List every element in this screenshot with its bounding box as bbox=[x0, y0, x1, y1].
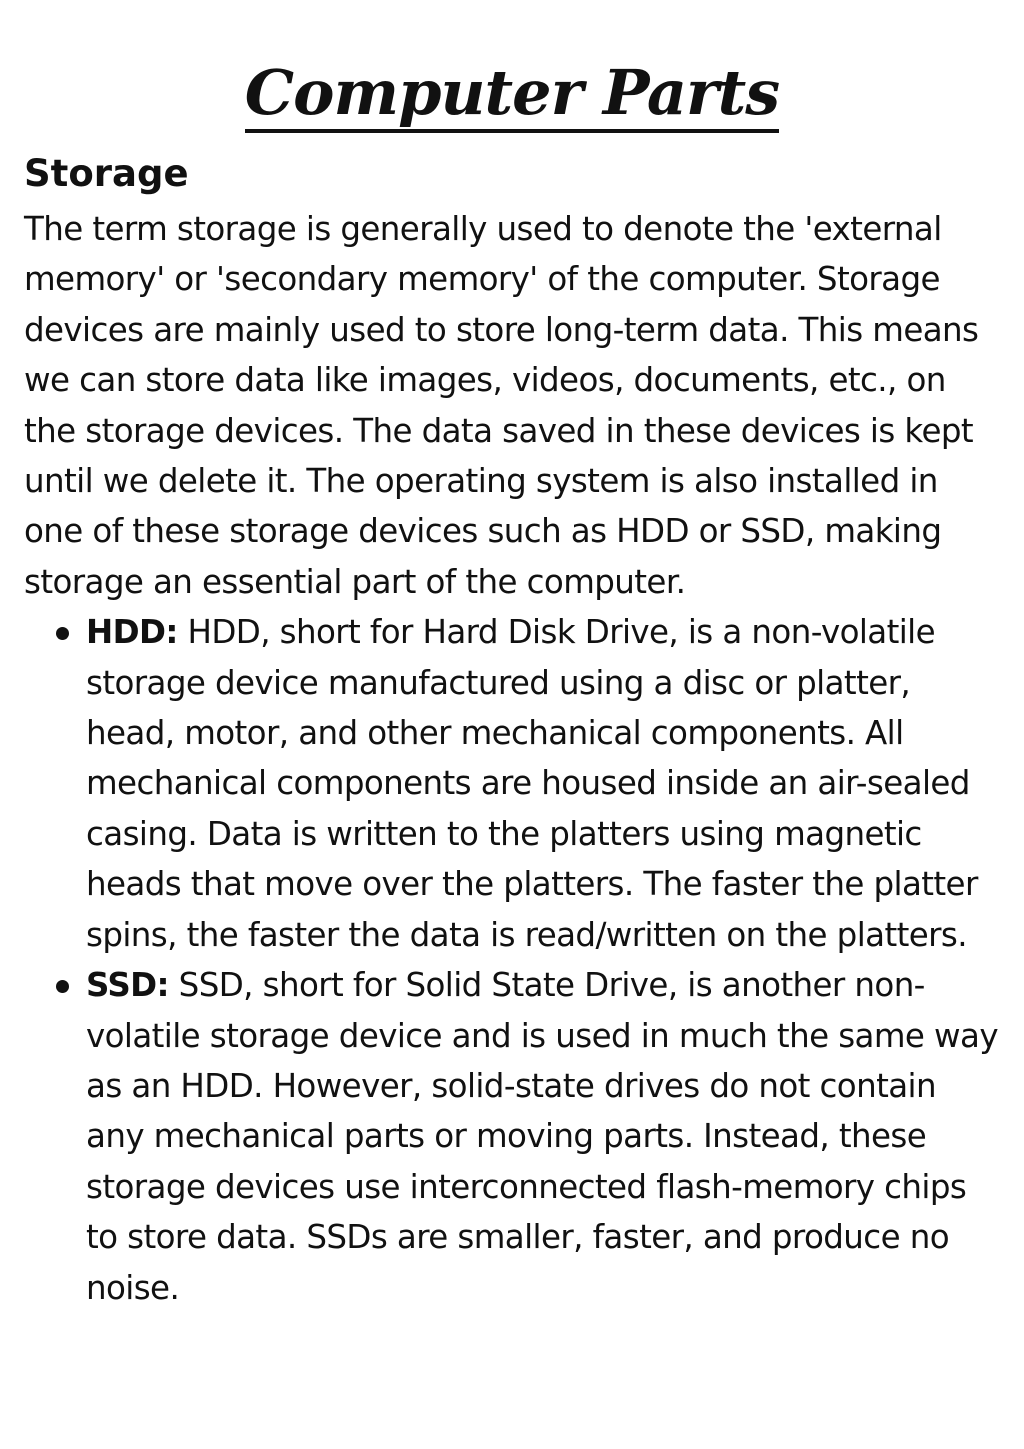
bullet-icon bbox=[56, 627, 69, 640]
description-hdd: HDD, short for Hard Disk Drive, is a non-volatile storage device manufactured using a disc or platter, head, motor, and other mechanical components. All mechanical components are housed inside an air-sealed casing. Data is written to the platters using magnetic heads that move over the platters. The faster the platter spins, the faster the data is read/written on the platters. bbox=[86, 613, 978, 954]
storage-device-list bbox=[24, 607, 1000, 1313]
intro-paragraph: The term storage is generally used to denote the 'external memory' or 'secondary memory' of the computer. Storage devices are mainly used to store long-term data. This means we can store data like images, videos, documents, etc., on the storage devices. The data saved in these devices is kept until we delete it. The operating system is also installed in one of these storage devices such as HDD or SSD, making storage an essential part of the computer. bbox=[24, 210, 979, 601]
term-ssd: SSD: bbox=[86, 966, 169, 1005]
bullet-icon bbox=[56, 980, 69, 993]
description-ssd: SSD, short for Solid State Drive, is another non-volatile storage device and is used in much the same way as an HDD. However, solid-state drives do not contain any mechanical parts or moving parts. Instead, these storage devices use interconnected flash-memory chips to store data. SSDs are smaller, faster, and produce no noise. bbox=[86, 966, 998, 1307]
section-heading-storage: Storage bbox=[24, 152, 189, 195]
page-title-text: Computer Parts bbox=[245, 56, 779, 133]
page-title bbox=[24, 0, 1000, 134]
list-item-hdd bbox=[24, 607, 1000, 960]
list-item-ssd bbox=[24, 960, 1000, 1313]
term-hdd: HDD: bbox=[86, 613, 178, 652]
